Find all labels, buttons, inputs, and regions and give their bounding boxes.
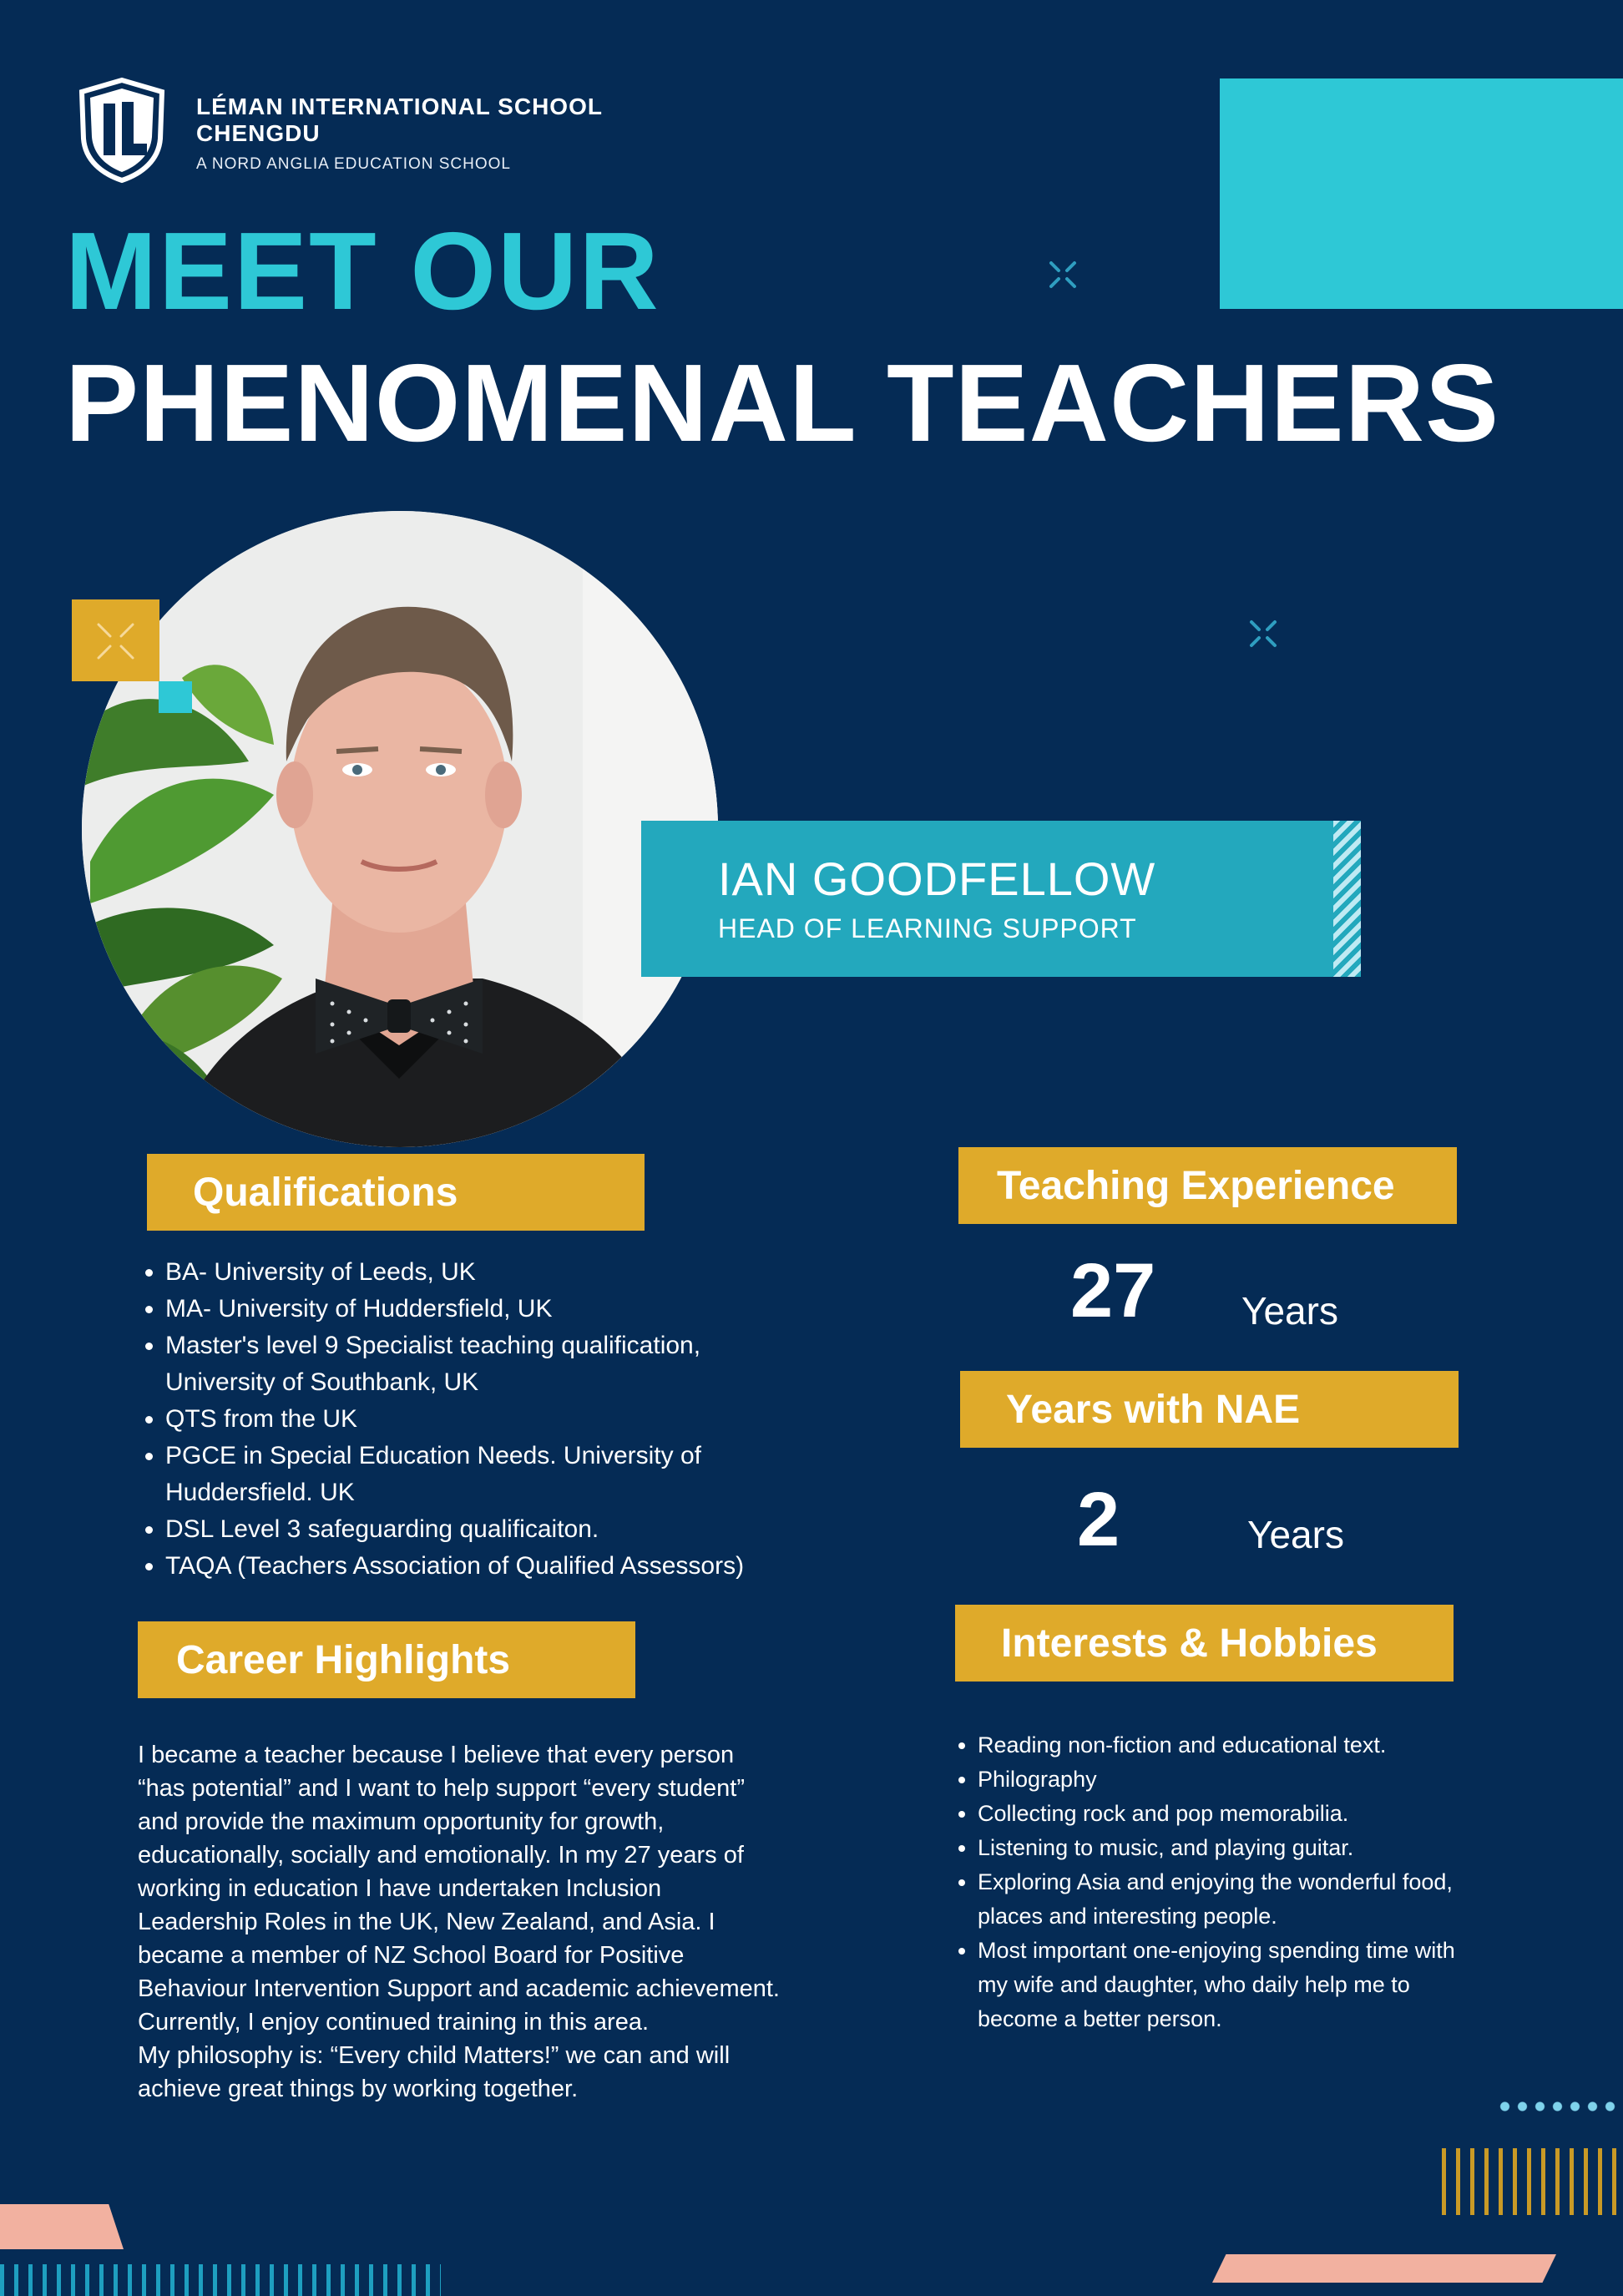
list-item: • Reading non-fiction and educational text. [978, 1728, 1529, 1762]
school-subtitle: A NORD ANGLIA EDUCATION SCHOOL [196, 155, 512, 173]
years-with-nae-heading: Years with NAE [960, 1371, 1459, 1448]
qualifications-list [137, 1254, 850, 1585]
decorative-gold-lines [1442, 2148, 1623, 2215]
title-line-2: PHENOMENAL TEACHERS [65, 341, 1500, 464]
teacher-portrait-photo [82, 511, 718, 1147]
title-line-1: MEET OUR [65, 210, 660, 332]
teaching-experience-value: 27 [1070, 1248, 1156, 1333]
list-item: • Philography [978, 1762, 1529, 1797]
qualifications-heading: Qualifications [147, 1154, 645, 1231]
list-item: • MA- University of Huddersfield, UK [165, 1291, 850, 1328]
decorative-cyan-block [1220, 78, 1623, 309]
teaching-experience-heading: Teaching Experience [958, 1147, 1457, 1224]
list-item: • Listening to music, and playing guitar. [978, 1831, 1529, 1865]
list-item: • Most important one-enjoying spending time with my wife and daughter, who daily help me to become a better person. [978, 1934, 1479, 2036]
career-philosophy: My philosophy is: “Every child Matters!” we can and will achieve great things by working together. [138, 2042, 731, 2102]
list-item: • Collecting rock and pop memorabilia. [978, 1797, 1529, 1831]
teacher-name: IAN GOODFELLOW [718, 852, 1156, 905]
banner-stripe [1333, 821, 1361, 977]
decorative-gold-square [72, 599, 159, 681]
teaching-experience-unit: Years [1241, 1289, 1338, 1333]
decorative-dots [1496, 2101, 1621, 2112]
sparkle-cross-icon [1246, 617, 1280, 650]
sparkle-cross-icon [1046, 258, 1079, 291]
career-highlights-text [138, 1738, 781, 2106]
list-item: • TAQA (Teachers Association of Qualified Assessors) [165, 1548, 850, 1585]
decorative-pink-bar [0, 2204, 124, 2249]
list-item: • BA- University of Leeds, UK [165, 1254, 850, 1291]
school-shield-logo-icon [75, 77, 169, 184]
list-item: • PGCE in Special Education Needs. University of Huddersfield. UK [165, 1438, 766, 1511]
teacher-role: HEAD OF LEARNING SUPPORT [718, 913, 1137, 943]
hobbies-list [949, 1728, 1529, 2036]
decorative-cyan-square [159, 681, 192, 713]
list-item: • DSL Level 3 safeguarding qualificaiton. [165, 1511, 850, 1548]
years-with-nae-value: 2 [1077, 1477, 1120, 1562]
school-name: LÉMAN INTERNATIONAL SCHOOL CHENGDU [196, 94, 603, 146]
career-paragraph: I became a teacher because I believe that every person “has potential” and I want to help support “every student” and provide the maximum opportunity for growth, educationally, socially and emotionally. In my 27 years of working in education I have undertaken Inclusion Leadership Roles in the UK, New Zealand, and Asia. I became a member of NZ School Board for Positive Behaviour Intervention Support and academic achievement. Currently, I enjoy continued training in this area. [138, 1742, 780, 2036]
list-item: • Exploring Asia and enjoying the wonderful food, places and interesting people. [978, 1865, 1462, 1934]
decorative-pink-bar [1212, 2254, 1556, 2283]
decorative-blue-lines [0, 2264, 441, 2296]
career-highlights-heading: Career Highlights [138, 1621, 635, 1698]
list-item: • Master's level 9 Specialist teaching qualification, University of Southbank, UK [165, 1328, 766, 1401]
years-with-nae-unit: Years [1247, 1513, 1344, 1556]
list-item: • QTS from the UK [165, 1401, 850, 1438]
interests-hobbies-heading: Interests & Hobbies [955, 1605, 1454, 1682]
